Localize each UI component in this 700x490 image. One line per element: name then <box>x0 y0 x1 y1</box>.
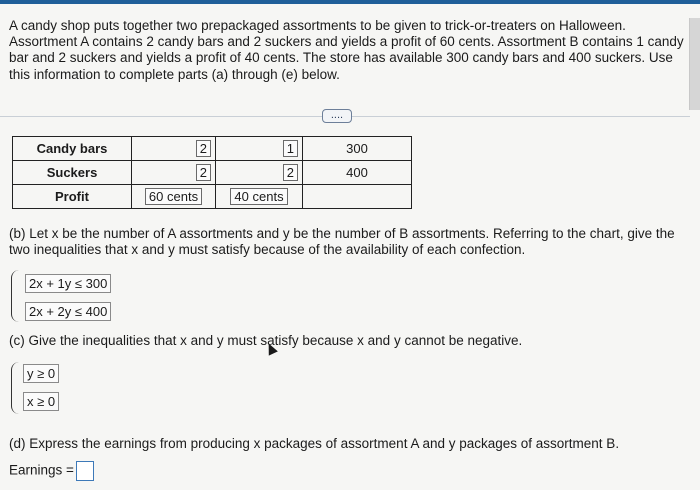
answer-field[interactable]: 2x + 2y ≤ 400 <box>25 302 111 321</box>
cell-available <box>303 185 412 209</box>
cell-a <box>132 137 216 161</box>
row-label: Suckers <box>13 161 132 185</box>
value-cell: 2 <box>283 164 298 181</box>
brace-icon <box>11 270 26 322</box>
assortment-table <box>12 136 412 209</box>
table-row <box>13 161 412 185</box>
value-cell: 2 <box>196 140 211 157</box>
table-row <box>13 185 412 209</box>
cell-b <box>216 137 303 161</box>
earnings-input[interactable] <box>76 461 94 481</box>
value-cell: 1 <box>283 140 298 157</box>
part-d-question: (d) Express the earnings from producing x packages of assortment A and y packages of assortment B. <box>9 436 620 451</box>
cell-b <box>216 161 303 185</box>
part-c-question: (c) Give the inequalities that x and y must satisfy because x and y cannot be negative. <box>9 333 523 348</box>
earnings-row <box>9 461 94 481</box>
value-cell: 2 <box>196 164 211 181</box>
row-label: Candy bars <box>13 137 132 161</box>
inequality-2[interactable] <box>25 304 111 319</box>
answer-field[interactable]: 2x + 1y ≤ 300 <box>25 274 111 293</box>
part-b-question: (b) Let x be the number of A assortments and y be the number of B assortments. Referring to the chart, give the two inequalities that x and y must satisfy because of the availability of each confection. <box>9 226 675 258</box>
inequality-3[interactable] <box>23 366 59 381</box>
cell-b <box>216 185 303 209</box>
top-bar <box>0 0 700 4</box>
earnings-label: Earnings = <box>9 462 74 478</box>
more-button[interactable]: .... <box>322 109 352 123</box>
value-cell: 60 cents <box>145 188 202 205</box>
inequality-1[interactable] <box>25 276 111 291</box>
answer-field[interactable]: y ≥ 0 <box>23 364 59 383</box>
row-label: Profit <box>13 185 132 209</box>
value-cell: 40 cents <box>230 188 287 205</box>
table-row <box>13 137 412 161</box>
cell-a <box>132 185 216 209</box>
cell-available: 400 <box>303 161 412 185</box>
answer-field[interactable]: x ≥ 0 <box>23 392 59 411</box>
problem-intro: A candy shop puts together two prepackaged assortments to be given to trick-or-treaters on Halloween. Assortment A contains 2 candy bars and 2 suckers and yields a profit of 60 cents. Assortment B contains 1 candy bar and 2 suckers and yields a profit of 40 cents. The store has available 300 candy bars and 400 suckers. Use this information to complete parts (a) through (e) below. <box>9 18 684 82</box>
inequality-4[interactable] <box>23 394 59 409</box>
cell-a <box>132 161 216 185</box>
cell-available: 300 <box>303 137 412 161</box>
